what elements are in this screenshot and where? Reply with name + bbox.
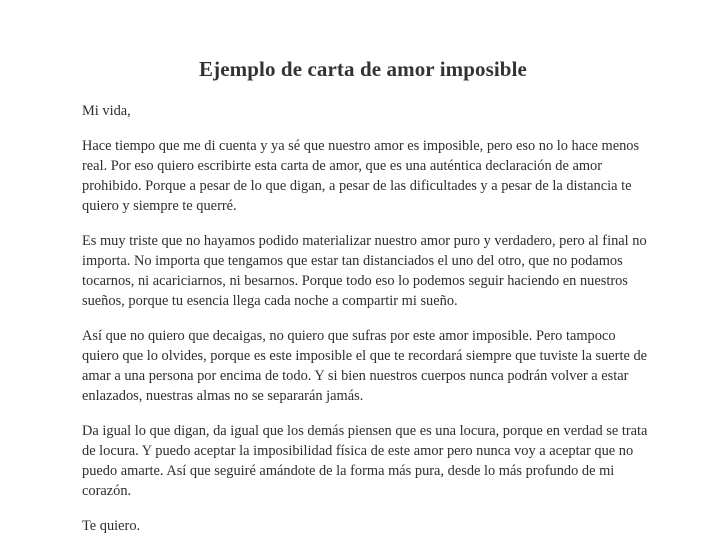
paragraph-4: Da igual lo que digan, da igual que los demás piensen que es una locura, porque en verdad se trata de locura. Y puedo aceptar la imposibilidad física de este amor pero nunca voy a aceptar que no puedo amarte. Así que seguiré amándote de la forma más pura, desde lo más profundo de mi corazón. [82, 423, 648, 499]
salutation: Mi vida, [82, 103, 131, 119]
letter-body [82, 101, 648, 551]
paragraph-2: Es muy triste que no hayamos podido materializar nuestro amor puro y verdadero, pero al final no importa. No importa que tengamos que estar tan distanciados el uno del otro, que no podamos tocarnos, ni acariciarnos, ni besarnos. Porque todo eso lo podemos seguir haciendo en nuestros sueños, porque tu esencia llega cada noche a compartir mi sueño. [82, 233, 647, 309]
paragraph-1: Hace tiempo que me di cuenta y ya sé que nuestro amor es imposible, pero eso no lo hace menos real. Por eso quiero escribirte esta carta de amor, que es una auténtica declaración de amor prohibido. Porque a pesar de lo que digan, a pesar de las dificultades y a pesar de la distancia te quiero y siempre te querré. [82, 138, 640, 214]
document-title: Ejemplo de carta de amor imposible [199, 57, 527, 81]
paragraph-3: Así que no quiero que decaigas, no quiero que sufras por este amor imposible. Pero tampoco quiero que lo olvides, porque es este imposible el que te recordará siempre que tuviste la suerte de amar a una persona por encima de todo. Y si bien nuestros cuerpos nunca podrán volver a estar enlazados, nuestras almas no se separarán jamás. [82, 328, 648, 404]
closing: Te quiero. [82, 518, 141, 534]
